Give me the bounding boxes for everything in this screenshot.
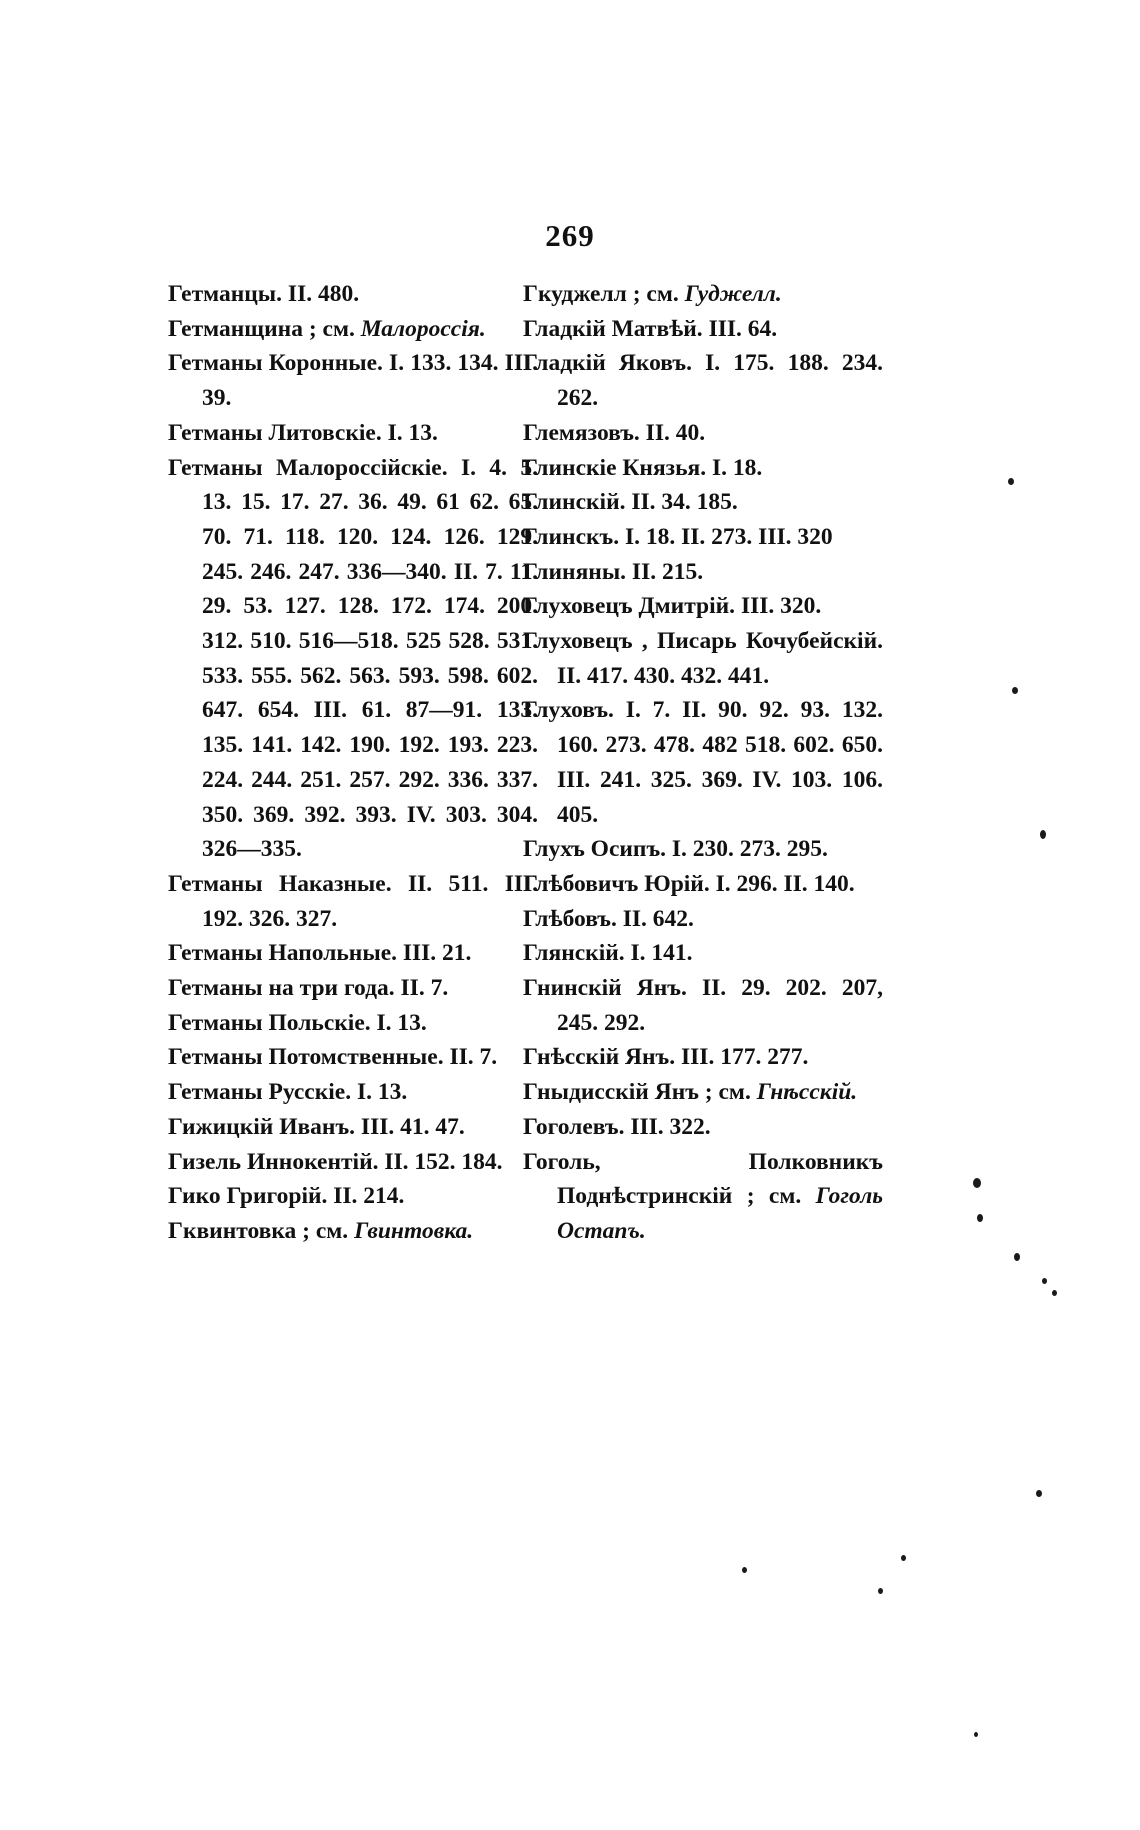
index-entry xyxy=(168,312,538,347)
entry-heading: Глѣбовъ. xyxy=(523,905,617,932)
entry-cross-reference: Гоголь Остапъ. xyxy=(557,1183,883,1244)
entry-heading: Гнѣсскій Янъ. xyxy=(523,1044,676,1071)
entry-references: III. 320. xyxy=(740,593,822,620)
entry-heading: Гижицкій Иванъ. xyxy=(168,1113,356,1140)
index-entry xyxy=(168,1040,538,1075)
entry-heading: Гетманы Напольные. xyxy=(168,940,397,967)
ink-speck xyxy=(878,1588,883,1594)
index-entry xyxy=(523,451,883,486)
index-entry xyxy=(523,693,883,832)
index-entry xyxy=(523,1075,883,1110)
index-entry xyxy=(168,451,538,867)
entry-heading: Гквинтовка ; см. xyxy=(168,1217,349,1244)
entry-references: III. 64. xyxy=(708,315,778,342)
index-entry xyxy=(523,485,883,520)
index-entry xyxy=(523,1040,883,1075)
entry-cross-reference: Гнѣсскій. xyxy=(756,1079,858,1106)
page-number: 269 xyxy=(545,218,595,253)
index-entry xyxy=(523,936,883,971)
entry-references: I. 13. xyxy=(376,1009,427,1036)
entry-heading: Гоголевъ. xyxy=(523,1113,625,1140)
entry-references: III. 322. xyxy=(630,1113,711,1140)
entry-references: I. 18. xyxy=(712,454,763,481)
entry-references: II. 214. xyxy=(333,1183,405,1210)
entry-heading: Гизель Иннокентій. xyxy=(168,1148,379,1175)
index-entry xyxy=(523,971,883,1040)
index-entry xyxy=(168,416,538,451)
index-entry xyxy=(523,1110,883,1145)
index-entry xyxy=(168,1075,538,1110)
entry-cross-reference: Гуджелл. xyxy=(684,281,782,307)
ink-speck xyxy=(1040,830,1046,839)
index-entry xyxy=(168,1110,538,1145)
entry-heading: Гкуджелл ; см. xyxy=(523,281,679,307)
entry-heading: Гетманы Наказные. xyxy=(168,870,392,897)
entry-heading: Гетманы Русскіе. xyxy=(168,1079,352,1106)
ink-speck xyxy=(901,1555,906,1561)
entry-heading: Глуховецъ , Писарь Кочубейскій. xyxy=(523,628,883,655)
entry-heading: Гетманы Коронные. xyxy=(168,350,383,377)
index-column-right xyxy=(523,277,883,1249)
entry-references: I. 18. II. 273. III. 320 xyxy=(625,523,833,550)
entry-heading: Гоголь, Полковникъ Поднѣстринскій ; см. xyxy=(523,1148,883,1210)
index-entry xyxy=(168,346,538,415)
entry-heading: Глухъ Осипъ. xyxy=(523,836,667,863)
ink-speck xyxy=(1012,687,1018,694)
entry-cross-reference: Гвинтовка. xyxy=(354,1217,474,1244)
index-entry xyxy=(523,277,883,312)
entry-references: I. 7. II. 90. 92. 93. 132. 160. 273. 478. 482 518. 602. 650. III. 241. 325. 369. IV. 103. 106. 405. xyxy=(557,697,884,828)
entry-references: II. 152. 184. xyxy=(384,1148,503,1175)
entry-references: II. 40. xyxy=(645,419,706,446)
entry-references: II. 480. xyxy=(287,281,360,307)
ink-speck xyxy=(1008,478,1014,485)
entry-references: II. 417. 430. 432. 441. xyxy=(557,662,770,689)
entry-heading: Гико Григорій. xyxy=(168,1183,328,1210)
entry-heading: Гетманы Потомственные. xyxy=(168,1044,444,1071)
ink-speck xyxy=(973,1178,981,1188)
entry-heading: Глѣбовичъ Юрій. xyxy=(523,870,710,897)
index-entry xyxy=(168,277,538,312)
index-entry xyxy=(168,1179,538,1214)
index-entry xyxy=(523,902,883,937)
index-entry xyxy=(523,555,883,590)
entry-references: II. 215. xyxy=(631,558,704,585)
entry-heading: Гетманцы. xyxy=(168,281,283,307)
index-entry xyxy=(168,971,538,1006)
index-entry xyxy=(168,1006,538,1041)
index-entry xyxy=(523,312,883,347)
entry-references: II. 642. xyxy=(622,905,694,932)
entry-references: II. 511. III. 192. 326. 327. xyxy=(202,870,538,932)
index-entry xyxy=(168,867,538,936)
index-entry xyxy=(168,936,538,971)
entry-heading: Гнинскій Янъ. xyxy=(523,975,687,1002)
entry-heading: Глинскій. xyxy=(523,489,626,516)
index-entry xyxy=(523,346,883,415)
entry-heading: Гетманы на три года. xyxy=(168,975,395,1002)
entry-references: I. 141. xyxy=(630,940,693,967)
entry-references: II. 7. xyxy=(400,975,449,1002)
index-column-left xyxy=(168,277,538,1249)
ink-speck xyxy=(742,1567,747,1573)
entry-references: II. 7. xyxy=(449,1044,498,1071)
entry-heading: Глинскіе Князья. xyxy=(523,454,707,481)
entry-references: I. 296. II. 140. xyxy=(715,870,855,897)
entry-heading: Глуховецъ Дмитрій. xyxy=(523,593,736,620)
entry-heading: Гетманы Польскіе. xyxy=(168,1009,371,1036)
entry-heading: Гетманы Малороссійскіе. xyxy=(168,454,448,481)
index-entry xyxy=(523,867,883,902)
entry-heading: Гетманщина ; см. xyxy=(168,315,355,342)
ink-speck xyxy=(1036,1490,1042,1497)
entry-references: II. 34. 185. xyxy=(631,489,738,516)
ink-speck xyxy=(1042,1278,1047,1284)
entry-references: I. 13. xyxy=(357,1079,408,1106)
ink-speck xyxy=(977,1214,983,1222)
entry-heading: Гетманы Литовскіе. xyxy=(168,419,382,446)
entry-heading: Глинскъ. xyxy=(523,523,620,550)
entry-references: I. 4. 5. 13. 15. 17. 27. 36. 49. 61 62. 65. 70. 71. 118. 120. 124. 126. 129. 245. 246. 247. 336—340. II. 7. 11. 29. 53. 127. 128. 172. 174. 200. 312. 510. 516—518. 525 528. 531. 533. 555. 562. 563. 593. 598. 602. 647. 654. III. 61. 87—91. 133. 135. 141. 142. 190. 192. 193. 223. 224. 244. 251. 257. 292. 336. 337. 350. 369. 392. 393. IV. 303. 304. 326—335. xyxy=(202,454,539,863)
index-entry xyxy=(523,1145,883,1249)
index-entry xyxy=(523,416,883,451)
index-entry xyxy=(523,832,883,867)
entry-references: III. 41. 47. xyxy=(360,1113,465,1140)
ink-speck xyxy=(1052,1290,1057,1296)
entry-heading: Глемязовъ. xyxy=(523,419,640,446)
entry-heading: Гладкій Яковъ. xyxy=(523,350,692,377)
entry-heading: Глиняны. xyxy=(523,558,627,585)
index-entry xyxy=(168,1145,538,1180)
entry-references: II. 29. 202. 207, 245. 292. xyxy=(557,975,883,1036)
index-entry xyxy=(523,520,883,555)
entry-heading: Гныдисскій Янъ ; см. xyxy=(523,1079,751,1106)
entry-heading: Глянскій. xyxy=(523,940,625,967)
index-entry xyxy=(523,624,883,693)
entry-references: I. 175. 188. 234. 262. xyxy=(557,350,884,412)
index-entry xyxy=(523,589,883,624)
ink-speck xyxy=(1014,1253,1020,1261)
index-entry xyxy=(168,1214,538,1249)
entry-references: III. 177. 277. xyxy=(681,1044,809,1071)
entry-cross-reference: Малороссія. xyxy=(360,315,486,342)
entry-references: I. 13. xyxy=(387,419,438,446)
entry-references: III. 21. xyxy=(402,940,472,967)
entry-references: I. 230. 273. 295. xyxy=(671,836,828,863)
entry-heading: Гладкій Матвѣй. xyxy=(523,315,703,342)
ink-speck xyxy=(974,1732,978,1737)
entry-references: I. 133. 134. III. 39. xyxy=(202,350,538,412)
entry-heading: Глуховъ. xyxy=(523,697,614,724)
